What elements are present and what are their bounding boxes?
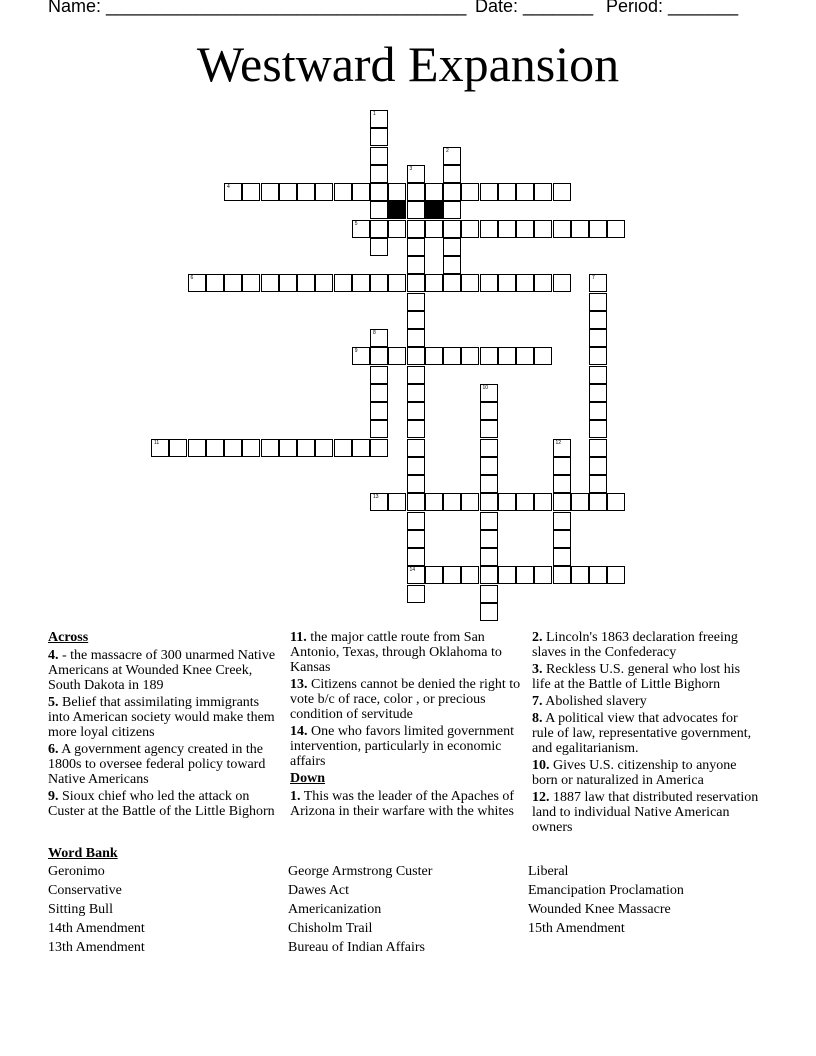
crossword-cell[interactable] [370,147,388,165]
crossword-cell[interactable] [498,220,516,238]
word-bank-item: Dawes Act [288,883,350,898]
crossword-cell[interactable] [443,220,461,238]
crossword-cell[interactable] [407,566,425,584]
crossword-cell[interactable] [589,420,607,438]
crossword-cell[interactable] [553,493,571,511]
crossword-cell[interactable] [370,493,388,511]
word-bank-item: Geronimo [48,864,105,879]
across-heading: Across [48,630,89,645]
clue-down-10: 10. Gives U.S. citizenship to anyone born or naturalized in America [532,758,737,788]
crossword-cell[interactable] [443,347,461,365]
clue-number: 5 [354,220,358,227]
crossword-cell[interactable] [480,512,498,530]
crossword-cell[interactable] [370,439,388,457]
crossword-cell[interactable] [407,366,425,384]
word-bank-item: Bureau of Indian Affairs [288,940,425,955]
crossword-cell[interactable] [589,566,607,584]
crossword-cell[interactable] [315,274,333,292]
crossword-cell[interactable] [315,439,333,457]
crossword-cell[interactable] [425,347,443,365]
crossword-cell[interactable] [461,566,479,584]
clue-across-11: 11. the major cattle route from San Antonio, Texas, through Oklahoma to Kansas [290,630,502,675]
crossword-cell[interactable] [534,220,552,238]
crossword-cell[interactable] [443,238,461,256]
crossword-cell[interactable] [370,183,388,201]
crossword-cell[interactable] [480,220,498,238]
crossword-cell[interactable] [571,220,589,238]
crossword-cell[interactable] [315,183,333,201]
crossword-cell[interactable] [589,329,607,347]
crossword-cell[interactable] [279,439,297,457]
crossword-cell[interactable] [516,347,534,365]
clue-across-4: 4. - the massacre of 300 unarmed Native Americans at Wounded Knee Creek, South Dakota in 189 [48,648,276,693]
clue-across-14: 14. One who favors limited government intervention, particularly in economic affairs [290,724,514,769]
crossword-cell[interactable] [461,347,479,365]
crossword-cell[interactable] [407,256,425,274]
crossword-cell[interactable] [607,493,625,511]
clues-column-2 [290,630,522,821]
crossword-cell[interactable] [443,493,461,511]
crossword-cell[interactable] [553,475,571,493]
crossword-cell[interactable] [388,347,406,365]
crossword-cell[interactable] [589,311,607,329]
crossword-cell[interactable] [388,220,406,238]
crossword-cell[interactable] [461,220,479,238]
crossword-cell[interactable] [407,220,425,238]
crossword-cell[interactable] [516,566,534,584]
crossword-cell[interactable] [589,475,607,493]
crossword-cell[interactable] [334,274,352,292]
crossword-cell[interactable] [589,274,607,292]
crossword-cell[interactable] [480,402,498,420]
crossword-cell[interactable] [407,238,425,256]
period-field[interactable]: Period: _______ [606,0,739,16]
crossword-cell[interactable] [370,220,388,238]
clue-down-12: 12. 1887 law that distributed reservation land to individual Native American owners [532,790,759,835]
crossword-cell[interactable] [553,183,571,201]
clue-number: 10 [482,384,489,391]
crossword-cell[interactable] [224,274,242,292]
crossword-cell[interactable] [297,274,315,292]
word-bank-item: George Armstrong Custer [288,864,433,879]
clue-down-7: 7. Abolished slavery [532,694,647,709]
crossword-cell[interactable] [553,548,571,566]
crossword-cell[interactable] [480,493,498,511]
crossword-cell[interactable] [206,274,224,292]
crossword-cell[interactable] [516,183,534,201]
crossword-cell[interactable] [480,274,498,292]
crossword-cell[interactable] [370,110,388,128]
crossword-cell[interactable] [553,439,571,457]
crossword-cell[interactable] [607,566,625,584]
crossword-cell[interactable] [407,439,425,457]
crossword-cell[interactable] [370,420,388,438]
crossword-cell[interactable] [425,220,443,238]
clue-number: 14 [409,567,416,574]
crossword-cell[interactable] [334,439,352,457]
word-bank-item: 14th Amendment [48,921,145,936]
crossword-cell[interactable] [480,566,498,584]
crossword-cell[interactable] [370,238,388,256]
crossword-cell[interactable] [370,402,388,420]
word-bank-column-2 [288,864,432,959]
crossword-cell[interactable] [407,347,425,365]
crossword-cell[interactable] [188,274,206,292]
crossword-cell[interactable] [407,293,425,311]
crossword-cell[interactable] [370,201,388,219]
crossword-cell[interactable] [370,165,388,183]
crossword-cell[interactable] [553,220,571,238]
clue-number: 12 [555,439,562,446]
crossword-cell[interactable] [242,183,260,201]
crossword-cell[interactable] [480,439,498,457]
crossword-cell[interactable] [352,439,370,457]
crossword-cell[interactable] [352,183,370,201]
crossword-cell[interactable] [516,220,534,238]
crossword-cell[interactable] [553,530,571,548]
crossword-cell[interactable] [425,566,443,584]
name-field[interactable]: Name: ____________________________________ [48,0,467,16]
word-bank-item: Emancipation Proclamation [528,883,684,898]
crossword-cell[interactable] [589,457,607,475]
crossword-cell[interactable] [407,402,425,420]
crossword-cell[interactable] [352,220,370,238]
crossword-cell[interactable] [425,183,443,201]
crossword-cell[interactable] [425,274,443,292]
crossword-cell[interactable] [407,329,425,347]
crossword-cell[interactable] [370,384,388,402]
crossword-cell[interactable] [169,439,187,457]
crossword-cell[interactable] [242,274,260,292]
crossword-cell[interactable] [407,457,425,475]
crossword-cell[interactable] [388,274,406,292]
crossword-cell[interactable] [370,274,388,292]
crossword-cell[interactable] [534,493,552,511]
crossword-cell[interactable] [553,566,571,584]
crossword-cell[interactable] [571,493,589,511]
crossword-cell[interactable] [498,566,516,584]
crossword-cell[interactable] [407,530,425,548]
crossword-cell[interactable] [480,548,498,566]
crossword-cell[interactable] [534,347,552,365]
crossword-cell[interactable] [443,256,461,274]
clue-down-1: 1. This was the leader of the Apaches of Arizona in their warfare with the whites [290,789,515,819]
crossword-cell[interactable] [589,384,607,402]
crossword-cell[interactable] [534,183,552,201]
crossword-cell[interactable] [407,165,425,183]
clue-down-3: 3. Reckless U.S. general who lost his life at the Battle of Little Bighorn [532,662,741,692]
crossword-cell[interactable] [370,347,388,365]
crossword-cell[interactable] [188,439,206,457]
crossword-cell[interactable] [407,384,425,402]
crossword-cell[interactable] [480,347,498,365]
page-title: Westward Expansion [196,36,620,92]
crossword-cell[interactable] [589,493,607,511]
crossword-cell[interactable] [388,183,406,201]
black-square [388,201,406,219]
crossword-cell[interactable] [553,457,571,475]
crossword-cell[interactable] [443,566,461,584]
crossword-cell[interactable] [480,475,498,493]
crossword-cell[interactable] [297,439,315,457]
crossword-cell[interactable] [407,493,425,511]
word-bank-item: Liberal [528,864,569,879]
down-heading: Down [290,771,326,786]
crossword-cell[interactable] [498,183,516,201]
clue-number: 11 [154,439,160,446]
crossword-cell[interactable] [480,420,498,438]
crossword-cell[interactable] [407,420,425,438]
clue-number: 4 [227,184,230,190]
crossword-cell[interactable] [480,457,498,475]
crossword-cell[interactable] [407,585,425,603]
word-bank-item: Wounded Knee Massacre [528,902,671,917]
crossword-cell[interactable] [589,439,607,457]
crossword-cell[interactable] [425,493,443,511]
crossword-cell[interactable] [443,274,461,292]
crossword-cell[interactable] [553,274,571,292]
clue-across-13: 13. Citizens cannot be denied the right to vote b/c of race, color , or precious condition of servitude [290,677,521,722]
word-bank-title: Word Bank [48,846,118,861]
crossword-cell[interactable] [589,402,607,420]
crossword-cell[interactable] [297,183,315,201]
crossword-cell[interactable] [443,201,461,219]
clue-number: 9 [354,348,358,355]
clue-across-6: 6. A government agency created in the 1800s to oversee federal policy toward Native Americans [48,742,266,787]
crossword-cell[interactable] [461,183,479,201]
crossword-cell[interactable] [370,366,388,384]
word-bank-item: Sitting Bull [48,902,113,917]
crossword-cell[interactable] [279,183,297,201]
crossword-cell[interactable] [370,329,388,347]
clue-across-5: 5. Belief that assimilating immigrants into American society would make them more loyal citizens [48,695,275,740]
crossword-cell[interactable] [407,512,425,530]
word-bank-column-1 [48,864,145,959]
word-bank-column-3 [528,864,684,940]
clue-number: 2 [446,147,449,154]
crossword-cell[interactable] [407,201,425,219]
black-square [425,201,443,219]
crossword-cell[interactable] [407,311,425,329]
crossword-cell[interactable] [589,347,607,365]
clue-number: 7 [592,275,595,282]
crossword-cell[interactable] [443,147,461,165]
crossword-cell[interactable] [370,128,388,146]
crossword-cell[interactable] [553,512,571,530]
crossword-cell[interactable] [534,274,552,292]
crossword-cell[interactable] [352,347,370,365]
crossword-cell[interactable] [407,548,425,566]
crossword-cell[interactable] [498,347,516,365]
crossword-cell[interactable] [516,274,534,292]
crossword-cell[interactable] [224,439,242,457]
crossword-cell[interactable] [151,439,169,457]
crossword-cell[interactable] [480,585,498,603]
crossword-cell[interactable] [480,603,498,621]
clue-down-2: 2. Lincoln's 1863 declaration freeing slaves in the Confederacy [532,630,738,660]
crossword-cell[interactable] [388,493,406,511]
crossword-cell[interactable] [443,165,461,183]
word-bank-item: 15th Amendment [528,921,625,936]
date-field[interactable]: Date: _______ [475,0,594,16]
crossword-cell[interactable] [498,274,516,292]
crossword-cell[interactable] [607,220,625,238]
clue-number: 1 [373,111,376,117]
crossword-cell[interactable] [407,183,425,201]
word-bank-item: Chisholm Trail [288,921,373,936]
crossword-cell[interactable] [334,183,352,201]
crossword-cell[interactable] [480,183,498,201]
crossword-cell[interactable] [242,439,260,457]
crossword-cell[interactable] [352,274,370,292]
crossword-cell[interactable] [516,493,534,511]
crossword-cell[interactable] [571,566,589,584]
crossword-cell[interactable] [279,274,297,292]
crossword-cell[interactable] [589,293,607,311]
crossword-cell[interactable] [407,475,425,493]
clue-number: 13 [373,494,379,501]
clues-column-1 [48,630,280,821]
crossword-cell[interactable] [480,530,498,548]
crossword-cell[interactable] [261,439,279,457]
crossword-cell[interactable] [589,366,607,384]
crossword-cell[interactable] [407,274,425,292]
crossword-cell[interactable] [498,493,516,511]
crossword-cell[interactable] [534,566,552,584]
crossword-cell[interactable] [461,493,479,511]
crossword-cell[interactable] [224,183,242,201]
word-bank-item: Americanization [288,902,382,917]
clues-column-3 [532,630,762,837]
crossword-cell[interactable] [443,183,461,201]
crossword-cell[interactable] [206,439,224,457]
clue-number: 8 [373,330,376,336]
crossword-cell[interactable] [461,274,479,292]
clue-down-8: 8. A political view that advocates for rule of law, representative government, and egalitarianism. [532,711,752,756]
crossword-cell[interactable] [261,183,279,201]
crossword-cell[interactable] [261,274,279,292]
crossword-cell[interactable] [480,384,498,402]
word-bank-item: 13th Amendment [48,940,145,955]
clue-number: 3 [409,165,413,172]
word-bank-item: Conservative [48,883,122,898]
clue-across-9: 9. Sioux chief who led the attack on Custer at the Battle of the Little Bighorn [48,789,275,819]
crossword-cell[interactable] [589,220,607,238]
clue-number: 6 [190,275,194,282]
